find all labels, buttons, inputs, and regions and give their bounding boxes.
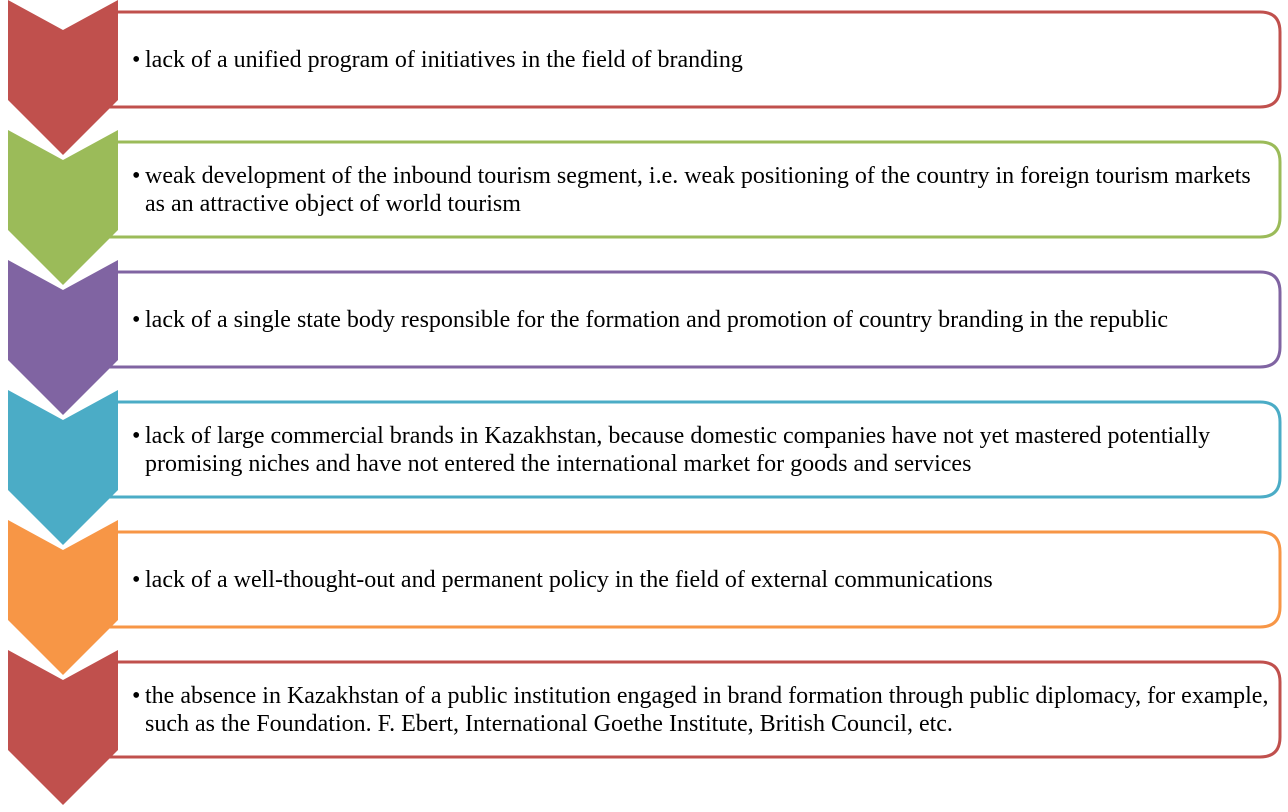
step-text: weak development of the inbound tourism segment, i.e. weak positioning of the country in foreign tourism markets as an attractive object of world tourism bbox=[145, 162, 1251, 217]
process-step-text bbox=[130, 142, 1270, 237]
bullet-marker: • bbox=[132, 566, 141, 593]
process-step-text bbox=[130, 12, 1270, 107]
process-step-chevron bbox=[8, 0, 118, 155]
step-text: lack of a well-thought-out and permanent policy in the field of external communications bbox=[145, 566, 993, 593]
process-step-text bbox=[130, 662, 1270, 757]
bullet-marker: • bbox=[132, 682, 141, 709]
step-text: lack of a unified program of initiatives in the field of branding bbox=[145, 46, 743, 73]
bullet-marker: • bbox=[132, 46, 141, 73]
bullet-marker: • bbox=[132, 162, 141, 189]
step-text: lack of a single state body responsible for the formation and promotion of country branding in the republic bbox=[145, 306, 1169, 333]
process-step-text bbox=[130, 402, 1270, 497]
bullet-marker: • bbox=[132, 306, 141, 333]
step-text: lack of large commercial brands in Kazakhstan, because domestic companies have not yet mastered potentially promising niches and have not entered the international market for goods and services bbox=[145, 422, 1211, 477]
bullet-marker: • bbox=[132, 422, 141, 449]
step-text: the absence in Kazakhstan of a public institution engaged in brand formation through public diplomacy, for example, such as the Foundation. F. Ebert, International Goethe Institute, British Council, etc. bbox=[145, 682, 1269, 737]
process-step-text bbox=[130, 532, 1270, 627]
process-step-text bbox=[130, 272, 1270, 367]
